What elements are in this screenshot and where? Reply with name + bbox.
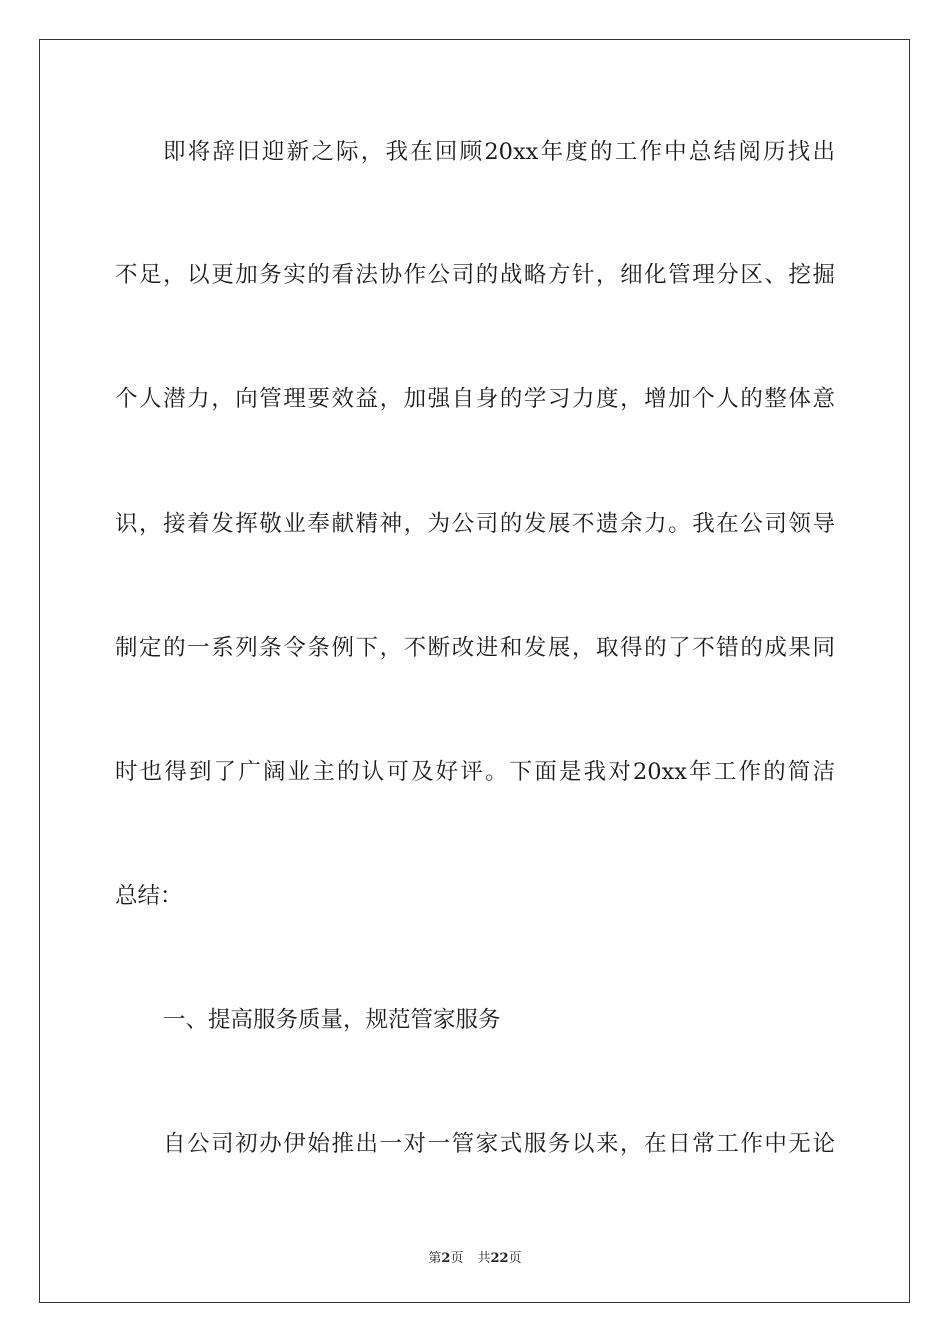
paragraph-line: 个人潜力，向管理要效益，加强自身的学习力度，增加个人的整体意 — [115, 386, 835, 412]
paragraph-line: 不足，以更加务实的看法协作公司的战略方针，细化管理分区、挖掘 — [115, 262, 835, 288]
footer-page-prefix: 第 — [428, 1251, 442, 1266]
paragraph-line: 时也得到了广阔业主的认可及好评。下面是我对20xx年工作的简洁 — [115, 759, 835, 785]
paragraph-line: 识，接着发挥敬业奉献精神，为公司的发展不遗余力。我在公司领导 — [115, 511, 835, 537]
section-heading: 一、提高服务质量，规范管家服务 — [163, 1007, 501, 1033]
page-footer — [0, 1247, 950, 1266]
footer-total-number: 22 — [490, 1251, 509, 1266]
footer-total-suffix: 页 — [508, 1251, 522, 1266]
paragraph-line: 制定的一系列条令条例下，不断改进和发展，取得的了不错的成果同 — [115, 635, 835, 661]
paragraph-line: 即将辞旧迎新之际，我在回顾20xx年度的工作中总结阅历找出 — [163, 139, 835, 165]
paragraph-line: 总结： — [115, 883, 183, 909]
paragraph-line: 自公司初办伊始推出一对一管家式服务以来，在日常工作中无论 — [163, 1131, 835, 1157]
page-border — [39, 39, 910, 1303]
footer-page-number: 2 — [441, 1251, 451, 1266]
footer-page-suffix: 页 — [450, 1251, 464, 1266]
footer-total-prefix: 共 — [477, 1251, 491, 1266]
